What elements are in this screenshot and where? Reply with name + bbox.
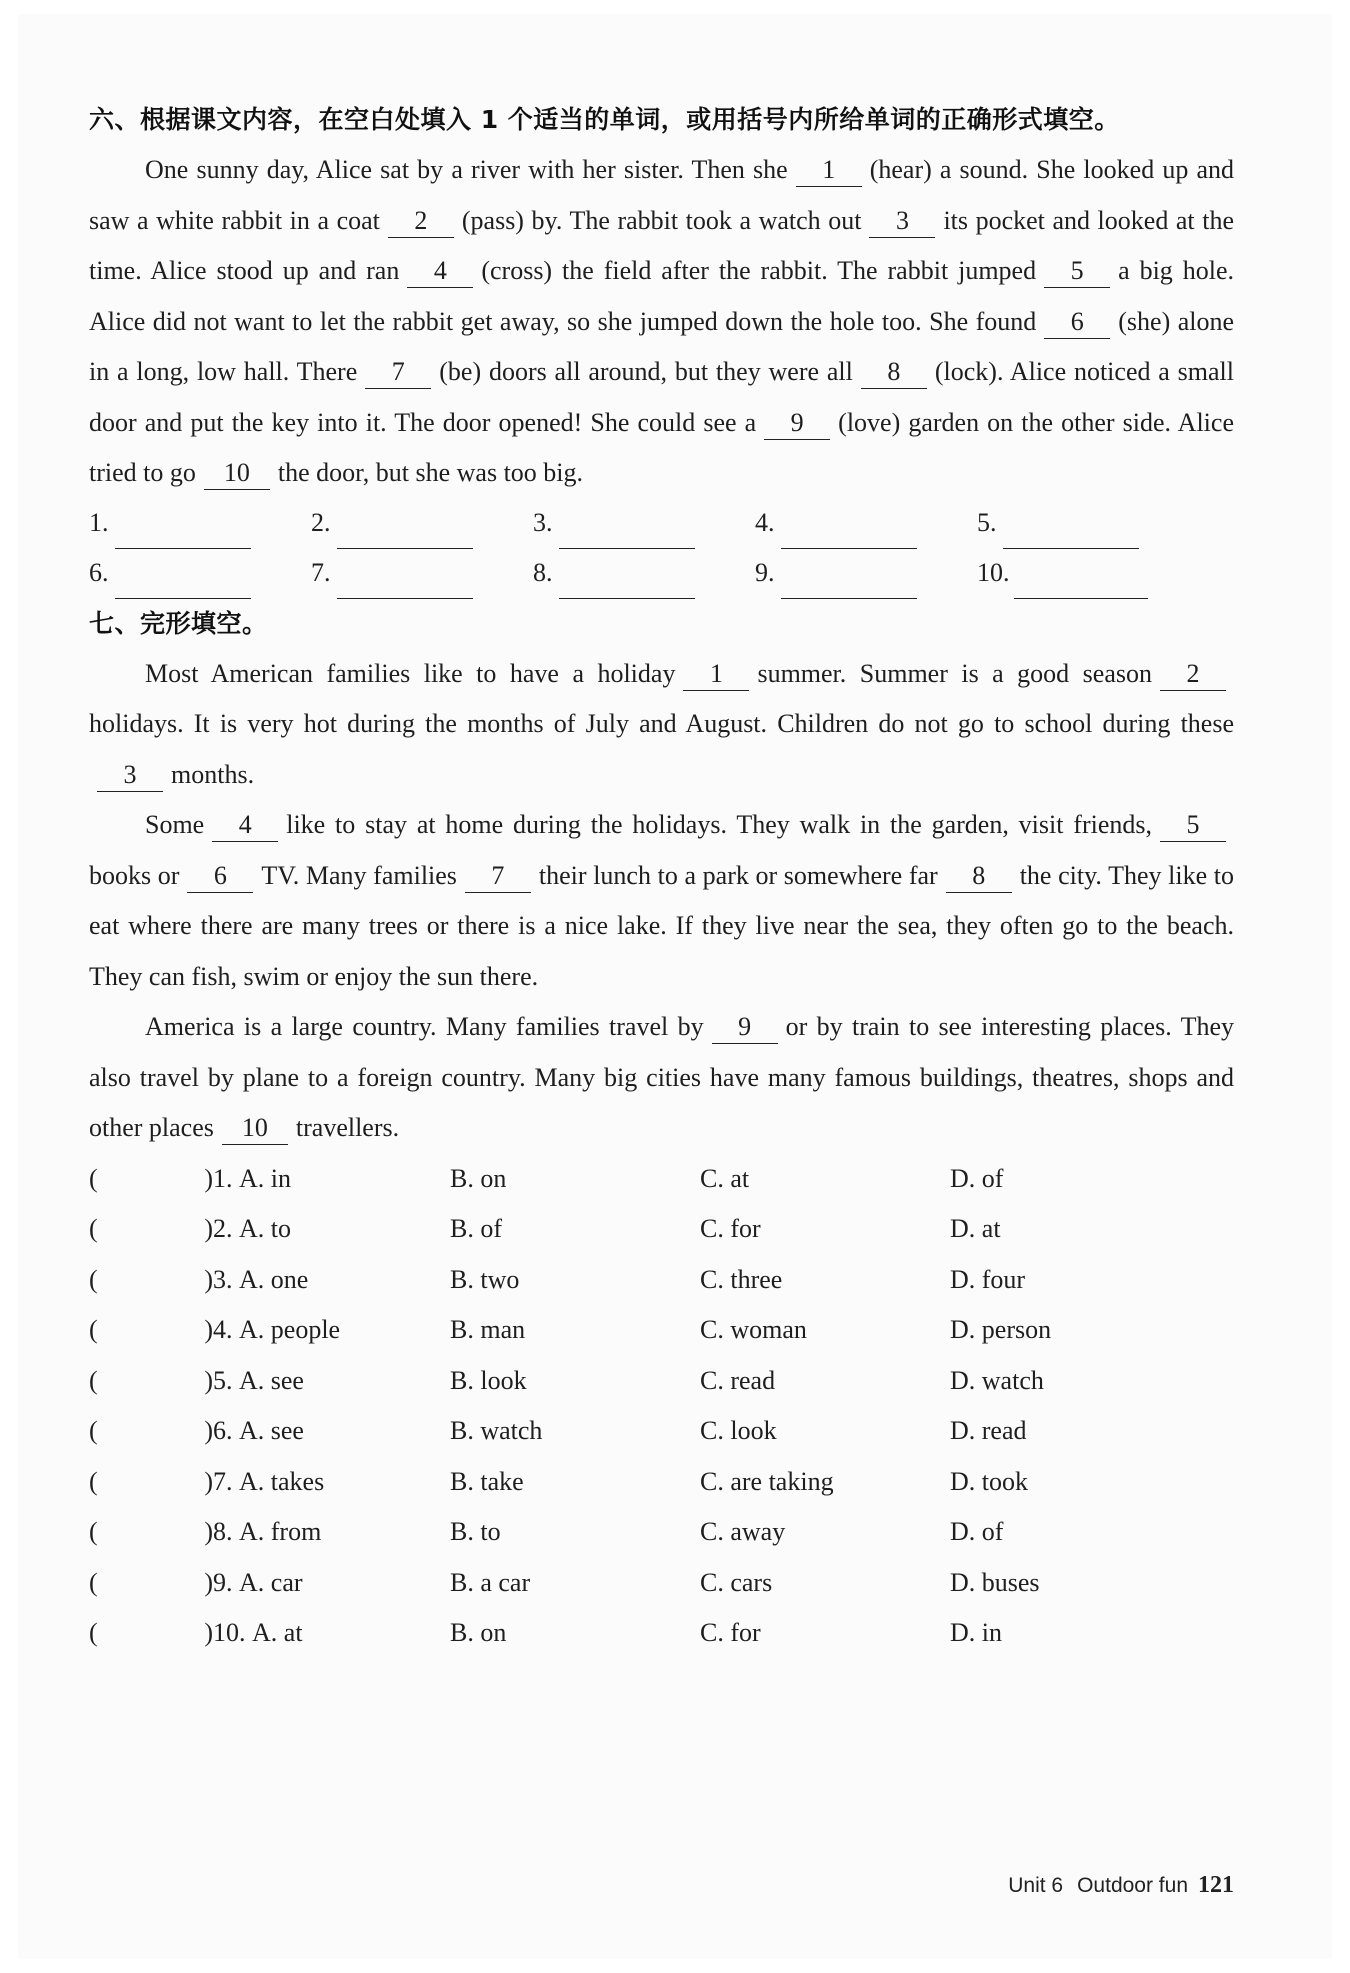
- passage-text: or by train to see interesting places. They also travel by plane to a foreign country. Many big cities have many famous buildings, theatres, shops and other places: [89, 1012, 1234, 1142]
- passage-text: its pocket and looked at the time. Alice stood up and ran: [89, 205, 1234, 285]
- answer-input-line[interactable]: [559, 518, 695, 549]
- question-row: [89, 1204, 1234, 1255]
- answer-input-line[interactable]: [781, 518, 917, 549]
- passage-text: the city. They like to eat where there are many trees or there is a nice lake. If they live near the sea, they often go to the beach. They can fish, swim or enjoy the sun there.: [89, 860, 1234, 991]
- option-b[interactable]: B. two: [450, 1264, 520, 1294]
- passage-text: months.: [171, 759, 255, 789]
- option-b[interactable]: B. a car: [450, 1567, 531, 1597]
- cloze-blank-4: 4: [212, 809, 278, 842]
- option-c[interactable]: C. away: [700, 1517, 786, 1546]
- passage-text: One sunny day, Alice sat by a river with her sister. Then she: [145, 155, 788, 184]
- blank-10: 10: [204, 457, 270, 490]
- answer-input-line[interactable]: [559, 568, 695, 599]
- answer-input-line[interactable]: [1003, 518, 1139, 549]
- bracket-close: ): [204, 1618, 213, 1647]
- bracket-open: (: [89, 1618, 98, 1647]
- option-a-text: A. one: [239, 1264, 309, 1294]
- option-d[interactable]: D. of: [950, 1517, 1004, 1546]
- passage-text: (pass) by. The rabbit took a watch out: [461, 205, 862, 235]
- answer-slot: [89, 549, 311, 599]
- option-d[interactable]: D. person: [950, 1315, 1052, 1344]
- option-b[interactable]: B. look: [450, 1365, 527, 1395]
- option-b[interactable]: B. man: [450, 1315, 526, 1344]
- answer-slot: [977, 499, 1199, 549]
- page-number: 121: [1198, 1872, 1234, 1898]
- answer-input-line[interactable]: [1014, 568, 1148, 599]
- option-d[interactable]: D. buses: [950, 1567, 1040, 1597]
- section7-heading: 七、完形填空。: [89, 608, 268, 638]
- answer-bracket[interactable]: [89, 1507, 213, 1558]
- option-a[interactable]: [213, 1255, 450, 1306]
- question-number: 6.: [213, 1416, 233, 1445]
- option-d[interactable]: D. in: [950, 1618, 1002, 1647]
- passage-text: books or: [89, 860, 180, 890]
- option-a-text: A. to: [239, 1214, 291, 1243]
- option-d[interactable]: D. at: [950, 1214, 1001, 1243]
- blank-2: 2: [388, 205, 454, 238]
- bracket-open: (: [89, 1466, 98, 1496]
- option-c[interactable]: C. at: [700, 1163, 750, 1193]
- bracket-close: ): [204, 1517, 213, 1546]
- answer-slot: [755, 499, 977, 549]
- answer-label: 9.: [755, 558, 775, 587]
- bracket-close: ): [204, 1416, 213, 1445]
- blank-8: 8: [861, 356, 927, 389]
- question-row: [89, 1406, 1234, 1457]
- question-row: [89, 1255, 1234, 1306]
- option-d[interactable]: D. of: [950, 1163, 1004, 1193]
- answer-input-line[interactable]: [337, 518, 473, 549]
- passage-text: (be) doors all around, but they were all: [439, 357, 853, 386]
- answer-input-line[interactable]: [115, 568, 251, 599]
- option-a-text: A. see: [239, 1365, 304, 1395]
- answer-bracket[interactable]: [89, 1305, 213, 1356]
- answer-bracket[interactable]: [89, 1608, 213, 1659]
- answer-label: 1.: [89, 508, 109, 537]
- cloze-blank-5: 5: [1160, 809, 1226, 842]
- passage-text: holidays. It is very hot during the months of July and August. Children do not go to school during these: [89, 709, 1234, 738]
- cloze-paragraph-3: [89, 1002, 1234, 1154]
- cloze-paragraph-1: [89, 649, 1234, 801]
- answer-label: 10.: [977, 558, 1010, 587]
- option-a[interactable]: [213, 1356, 450, 1407]
- option-c[interactable]: C. cars: [700, 1567, 773, 1597]
- option-a[interactable]: [213, 1608, 450, 1659]
- option-a[interactable]: [213, 1154, 450, 1205]
- option-d[interactable]: D. took: [950, 1466, 1028, 1496]
- option-a[interactable]: [213, 1305, 450, 1356]
- question-number: 7.: [213, 1466, 233, 1496]
- option-a-text: A. in: [239, 1163, 291, 1193]
- option-a-text: A. car: [239, 1567, 303, 1597]
- unit-label: Unit 6: [1008, 1874, 1064, 1897]
- option-b[interactable]: B. watch: [450, 1416, 543, 1445]
- bracket-close: ): [204, 1264, 213, 1294]
- question-row: [89, 1558, 1234, 1609]
- page-footer: [1008, 1872, 1234, 1899]
- passage-text: travellers.: [295, 1113, 400, 1142]
- bracket-close: ): [204, 1567, 213, 1597]
- cloze-blank-9: 9: [712, 1011, 778, 1044]
- blank-5: 5: [1044, 255, 1110, 288]
- option-a[interactable]: [213, 1507, 450, 1558]
- passage-text: (lock). Alice noticed a small door and put the key into it. The door opened! She could see a: [89, 357, 1235, 437]
- answer-input-line[interactable]: [337, 568, 473, 599]
- blank-9: 9: [764, 407, 830, 440]
- option-d[interactable]: D. four: [950, 1264, 1026, 1294]
- question-number: 9.: [213, 1567, 233, 1597]
- answer-input-line[interactable]: [781, 568, 917, 599]
- option-a-text: A. at: [252, 1618, 303, 1647]
- passage-text: their lunch to a park or somewhere far: [538, 860, 938, 890]
- option-a[interactable]: [213, 1204, 450, 1255]
- passage-text: the door, but she was too big.: [277, 458, 584, 487]
- blank-7: 7: [365, 356, 431, 389]
- passage-text: America is a large country. Many families travel by: [145, 1012, 704, 1041]
- question-row: [89, 1305, 1234, 1356]
- option-a-text: A. takes: [239, 1466, 325, 1496]
- bracket-close: ): [204, 1214, 213, 1243]
- passage-text: TV. Many families: [261, 860, 457, 890]
- page-content: [89, 95, 1234, 1659]
- question-row: [89, 1608, 1234, 1659]
- passage-text: (love) garden on the other side. Alice tried to go: [89, 407, 1234, 487]
- answer-label: 6.: [89, 558, 109, 587]
- section6-heading: 六、根据课文内容，在空白处填入 1 个适当的单词，或用括号内所给单词的正确形式填空。: [89, 105, 1120, 134]
- option-b[interactable]: B. of: [450, 1214, 502, 1243]
- option-b[interactable]: B. to: [450, 1517, 501, 1546]
- answer-slot: [311, 499, 533, 549]
- blank-6: 6: [1044, 306, 1110, 339]
- option-d[interactable]: D. read: [950, 1416, 1027, 1445]
- question-number: 10.: [213, 1618, 246, 1647]
- answer-label: 7.: [311, 558, 331, 587]
- passage-text: summer. Summer is a good season: [757, 658, 1152, 688]
- option-c[interactable]: C. are taking: [700, 1466, 834, 1496]
- bracket-close: ): [204, 1365, 213, 1395]
- option-a[interactable]: [213, 1406, 450, 1457]
- question-row: [89, 1154, 1234, 1205]
- answer-label: 3.: [533, 508, 553, 537]
- cloze-blank-3: 3: [97, 759, 163, 792]
- bracket-open: (: [89, 1365, 98, 1395]
- bracket-open: (: [89, 1214, 98, 1243]
- option-c[interactable]: C. three: [700, 1264, 783, 1294]
- option-b[interactable]: B. on: [450, 1618, 507, 1647]
- passage-text: Most American families like to have a holiday: [145, 658, 676, 688]
- answer-bracket[interactable]: [89, 1406, 213, 1457]
- option-c[interactable]: C. for: [700, 1214, 761, 1243]
- answer-bracket[interactable]: [89, 1558, 213, 1609]
- cloze-blank-8: 8: [946, 860, 1012, 893]
- answer-label: 5.: [977, 508, 997, 537]
- bracket-close: ): [204, 1315, 213, 1344]
- question-number: 5.: [213, 1365, 233, 1395]
- cloze-blank-2: 2: [1160, 658, 1226, 691]
- question-row: [89, 1356, 1234, 1407]
- question-number: 8.: [213, 1517, 233, 1546]
- blank-4: 4: [407, 255, 473, 288]
- option-c[interactable]: C. for: [700, 1618, 761, 1647]
- question-row: [89, 1457, 1234, 1508]
- bracket-open: (: [89, 1163, 98, 1193]
- bracket-open: (: [89, 1416, 98, 1445]
- section6-passage: [89, 145, 1234, 499]
- cloze-paragraph-2: [89, 800, 1234, 1002]
- bracket-close: ): [204, 1466, 213, 1496]
- option-b[interactable]: B. take: [450, 1466, 524, 1496]
- option-c[interactable]: C. read: [700, 1365, 776, 1395]
- answer-bracket[interactable]: [89, 1204, 213, 1255]
- question-number: 3.: [213, 1264, 233, 1294]
- answer-bracket[interactable]: [89, 1154, 213, 1205]
- unit-title: Outdoor fun: [1077, 1874, 1188, 1897]
- answer-slot: [89, 499, 311, 549]
- answer-label: 4.: [755, 508, 775, 537]
- answer-slot: [533, 499, 755, 549]
- passage-text: (hear) a sound. She looked up and saw a white rabbit in a coat: [89, 155, 1234, 235]
- bracket-open: (: [89, 1517, 98, 1546]
- option-a[interactable]: [213, 1558, 450, 1609]
- answer-lines: [89, 499, 1234, 599]
- passage-text: a big hole. Alice did not want to let the rabbit get away, so she jumped down the hole too. She found: [89, 256, 1234, 336]
- bracket-close: ): [204, 1163, 213, 1193]
- answer-slot: [533, 549, 755, 599]
- answer-label: 2.: [311, 508, 331, 537]
- cloze-blank-10: 10: [222, 1112, 288, 1145]
- bracket-open: (: [89, 1264, 98, 1294]
- option-b[interactable]: B. on: [450, 1163, 507, 1193]
- question-number: 4.: [213, 1315, 233, 1344]
- passage-text: (she) alone in a long, low hall. There: [89, 306, 1234, 386]
- option-c[interactable]: C. look: [700, 1416, 777, 1445]
- option-c[interactable]: C. woman: [700, 1315, 807, 1344]
- option-a[interactable]: [213, 1457, 450, 1508]
- passage-text: like to stay at home during the holidays. They walk in the garden, visit friends,: [286, 810, 1152, 839]
- answer-slot: [311, 549, 533, 599]
- bracket-open: (: [89, 1315, 98, 1344]
- answer-bracket[interactable]: [89, 1457, 213, 1508]
- choice-list: [89, 1154, 1234, 1659]
- answer-slot: [977, 549, 1199, 599]
- blank-3: 3: [869, 205, 935, 238]
- passage-text: Some: [145, 810, 205, 839]
- question-number: 1.: [213, 1163, 233, 1193]
- option-a-text: A. see: [239, 1416, 304, 1445]
- cloze-blank-1: 1: [683, 658, 749, 691]
- answer-bracket[interactable]: [89, 1356, 213, 1407]
- passage-text: (cross) the field after the rabbit. The rabbit jumped: [481, 256, 1037, 285]
- option-a-text: A. people: [239, 1315, 341, 1344]
- question-row: [89, 1507, 1234, 1558]
- answer-bracket[interactable]: [89, 1255, 213, 1306]
- option-d[interactable]: D. watch: [950, 1365, 1044, 1395]
- cloze-blank-6: 6: [187, 860, 253, 893]
- answer-slot: [755, 549, 977, 599]
- blank-1: 1: [796, 154, 862, 187]
- answer-label: 8.: [533, 558, 553, 587]
- question-number: 2.: [213, 1214, 233, 1243]
- bracket-open: (: [89, 1567, 98, 1597]
- option-a-text: A. from: [239, 1517, 322, 1546]
- cloze-blank-7: 7: [465, 860, 531, 893]
- answer-input-line[interactable]: [115, 518, 251, 549]
